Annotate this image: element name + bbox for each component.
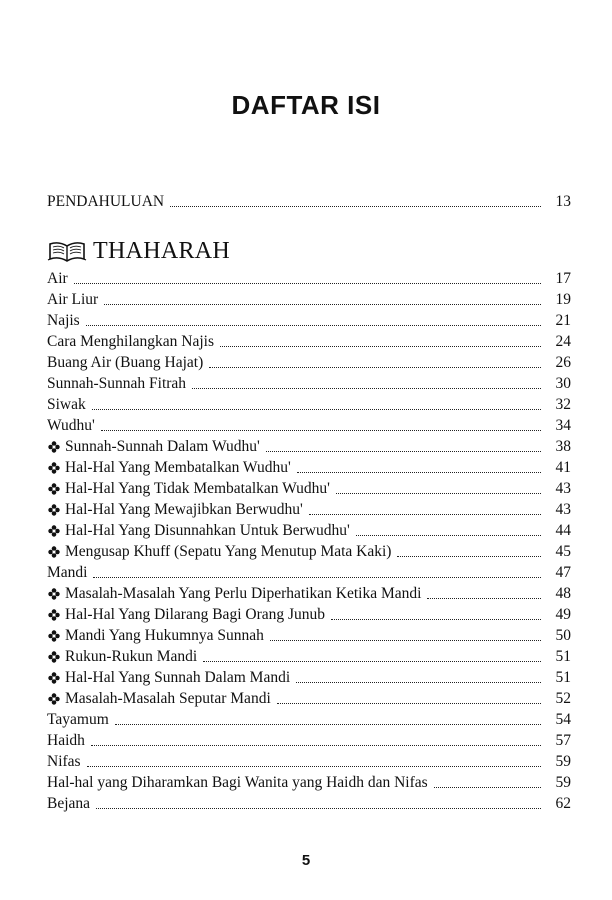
toc-entry[interactable] — [47, 268, 571, 289]
toc-entry-text: Tayamum — [47, 711, 109, 728]
dot-leader — [92, 409, 541, 410]
toc-entry-page: 51 — [555, 648, 571, 665]
dot-leader — [336, 493, 541, 494]
toc-entry[interactable] — [47, 289, 571, 310]
dot-leader — [86, 325, 541, 326]
dot-leader — [266, 451, 541, 452]
toc-entry-label — [47, 625, 264, 646]
toc-entry[interactable] — [47, 499, 571, 520]
toc-entry[interactable] — [47, 793, 571, 814]
flower-bullet-icon — [48, 651, 60, 663]
toc-entry-page: 21 — [555, 312, 571, 329]
dot-leader — [87, 766, 541, 767]
toc-entry-page: 62 — [555, 795, 571, 812]
toc-entry-label — [47, 688, 271, 709]
toc-entry[interactable] — [47, 730, 571, 751]
toc-entry[interactable] — [47, 478, 571, 499]
toc-entry-text: Nifas — [47, 753, 81, 770]
toc-entry[interactable] — [47, 373, 571, 394]
dot-leader — [309, 514, 541, 515]
flower-bullet-icon — [48, 588, 60, 600]
toc-entry-page: 34 — [555, 417, 571, 434]
toc-entry-text: Sunnah-Sunnah Dalam Wudhu' — [65, 438, 260, 455]
toc-entry[interactable] — [47, 541, 571, 562]
flower-bullet-icon — [48, 483, 60, 495]
section-heading — [47, 238, 230, 265]
toc-entry-label — [47, 310, 80, 331]
flower-bullet-icon — [48, 504, 60, 516]
toc-entry-label — [47, 730, 85, 751]
toc-entry[interactable] — [47, 415, 571, 436]
dot-leader — [331, 619, 541, 620]
toc-entry-text: Hal-Hal Yang Tidak Membatalkan Wudhu' — [65, 480, 330, 497]
dot-leader — [356, 535, 541, 536]
toc-entry-label — [47, 415, 95, 436]
toc-entry-text: Najis — [47, 312, 80, 329]
toc-entry-page: 48 — [555, 585, 571, 602]
toc-entry-label — [47, 583, 421, 604]
toc-entry-text: Hal-Hal Yang Membatalkan Wudhu' — [65, 459, 291, 476]
toc-entry[interactable] — [47, 394, 571, 415]
toc-entry-page: 52 — [555, 690, 571, 707]
toc-entry-text: Bejana — [47, 795, 91, 812]
toc-entry[interactable] — [47, 331, 571, 352]
toc-entry-page: 41 — [555, 459, 571, 476]
dot-leader — [427, 598, 541, 599]
toc-entry-text: Mandi Yang Hukumnya Sunnah — [65, 627, 264, 644]
toc-entry-label — [47, 457, 291, 478]
toc-entry-page: 47 — [555, 564, 571, 581]
toc-entry-label — [47, 667, 290, 688]
toc-entry-page: 38 — [555, 438, 571, 455]
dot-leader — [209, 367, 541, 368]
toc-entry-label — [47, 520, 350, 541]
toc-entry-page: 44 — [555, 522, 571, 539]
toc-entry-text: Haidh — [47, 732, 85, 749]
dot-leader — [74, 283, 541, 284]
toc-entry-text: Buang Air (Buang Hajat) — [47, 354, 204, 371]
toc-entry-text: Mengusap Khuff (Sepatu Yang Menutup Mata Kaki) — [65, 543, 392, 560]
dot-leader — [96, 808, 541, 809]
flower-bullet-icon — [48, 609, 60, 621]
toc-entry[interactable] — [47, 352, 571, 373]
toc-entry[interactable] — [47, 562, 571, 583]
section-title: THAHARAH — [93, 238, 231, 264]
toc-entry[interactable] — [47, 625, 571, 646]
dot-leader — [104, 304, 541, 305]
toc-entry-page: 54 — [555, 711, 571, 728]
toc-entry-text: Mandi — [47, 564, 88, 581]
toc-entry-label — [47, 772, 428, 793]
toc-entry-label — [47, 352, 203, 373]
toc-entry[interactable] — [47, 520, 571, 541]
toc-entry-text: Masalah-Masalah Yang Perlu Diperhatikan Ketika Mandi — [65, 585, 422, 602]
toc-entry-page: 50 — [555, 627, 571, 644]
toc-entry-page: 51 — [555, 669, 571, 686]
toc-entry-text: Air Liur — [47, 291, 99, 308]
toc-entry[interactable] — [47, 457, 571, 478]
toc-entry-page: 24 — [555, 333, 571, 350]
toc-entry[interactable] — [47, 709, 571, 730]
flower-bullet-icon — [48, 525, 60, 537]
dot-leader — [192, 388, 541, 389]
toc-entry-page: 43 — [555, 480, 571, 497]
dot-leader — [296, 682, 541, 683]
dot-leader — [297, 472, 541, 473]
toc-entry-label — [47, 541, 391, 562]
dot-leader — [397, 556, 541, 557]
toc-entry-text: Hal-Hal Yang Mewajibkan Berwudhu' — [65, 501, 303, 518]
flower-bullet-icon — [48, 441, 60, 453]
dot-leader — [220, 346, 541, 347]
toc-entry-label — [47, 478, 330, 499]
toc-entry-text: Sunnah-Sunnah Fitrah — [47, 375, 187, 392]
toc-entry-page: 17 — [555, 270, 571, 287]
toc-entry-page: 13 — [555, 193, 571, 210]
toc-entry-intro[interactable] — [47, 191, 571, 212]
toc-entry[interactable] — [47, 310, 571, 331]
toc-entry-label — [47, 793, 90, 814]
dot-leader — [170, 206, 541, 207]
toc-entry-label — [47, 646, 197, 667]
flower-bullet-icon — [48, 630, 60, 642]
toc-entry-label: PENDAHULUAN — [47, 193, 165, 210]
toc-entry-label — [47, 331, 214, 352]
flower-bullet-icon — [48, 672, 60, 684]
toc-entry-page: 59 — [555, 774, 571, 791]
toc-entry-text: Siwak — [47, 396, 86, 413]
toc-entry-label — [47, 436, 260, 457]
dot-leader — [91, 745, 541, 746]
flower-bullet-icon — [48, 462, 60, 474]
toc-entry-text: Hal-hal yang Diharamkan Bagi Wanita yang Haidh dan Nifas — [47, 774, 428, 791]
toc-entry-text: Hal-Hal Yang Disunnahkan Untuk Berwudhu' — [65, 522, 350, 539]
toc-entry-label — [47, 709, 109, 730]
dot-leader — [270, 640, 541, 641]
toc-entry-label — [47, 604, 325, 625]
toc-entry-page: 57 — [555, 732, 571, 749]
toc-entry-text: Air — [47, 270, 68, 287]
dot-leader — [115, 724, 541, 725]
flower-bullet-icon — [48, 693, 60, 705]
toc-entry-text: Cara Menghilangkan Najis — [47, 333, 215, 350]
toc-entry[interactable] — [47, 772, 571, 793]
toc-entry-page: 45 — [555, 543, 571, 560]
toc-entry-page: 19 — [555, 291, 571, 308]
page-number: 5 — [301, 852, 311, 869]
toc-entry-text: Rukun-Rukun Mandi — [65, 648, 198, 665]
toc-entry-page: 26 — [555, 354, 571, 371]
toc-entry-text: Wudhu' — [47, 417, 95, 434]
toc-entry-page: 59 — [555, 753, 571, 770]
toc-entry[interactable] — [47, 583, 571, 604]
toc-entry-label — [47, 394, 86, 415]
toc-entry-label — [47, 373, 186, 394]
toc-entry-label — [47, 751, 81, 772]
toc-entry-label — [47, 268, 68, 289]
toc-entry-label — [47, 499, 303, 520]
toc-entry[interactable] — [47, 436, 571, 457]
dot-leader — [277, 703, 541, 704]
toc-entry[interactable] — [47, 667, 571, 688]
flower-bullet-icon — [48, 546, 60, 558]
toc-entry-page: 30 — [555, 375, 571, 392]
toc-entry[interactable] — [47, 604, 571, 625]
dot-leader — [203, 661, 541, 662]
toc-entry-page: 32 — [555, 396, 571, 413]
toc-entry[interactable] — [47, 751, 571, 772]
open-book-icon — [47, 240, 87, 264]
toc-entry-text: Hal-Hal Yang Dilarang Bagi Orang Junub — [65, 606, 326, 623]
toc-entry[interactable] — [47, 688, 571, 709]
toc-entry-text: Masalah-Masalah Seputar Mandi — [65, 690, 271, 707]
toc-entry-page: 49 — [555, 606, 571, 623]
toc-entry-label — [47, 562, 87, 583]
toc-entry-label — [47, 289, 98, 310]
dot-leader — [93, 577, 541, 578]
dot-leader — [434, 787, 541, 788]
dot-leader — [101, 430, 541, 431]
toc-entry-text: Hal-Hal Yang Sunnah Dalam Mandi — [65, 669, 291, 686]
page-title: DAFTAR ISI — [231, 90, 381, 120]
toc-entry[interactable] — [47, 646, 571, 667]
toc-entry-page: 43 — [555, 501, 571, 518]
